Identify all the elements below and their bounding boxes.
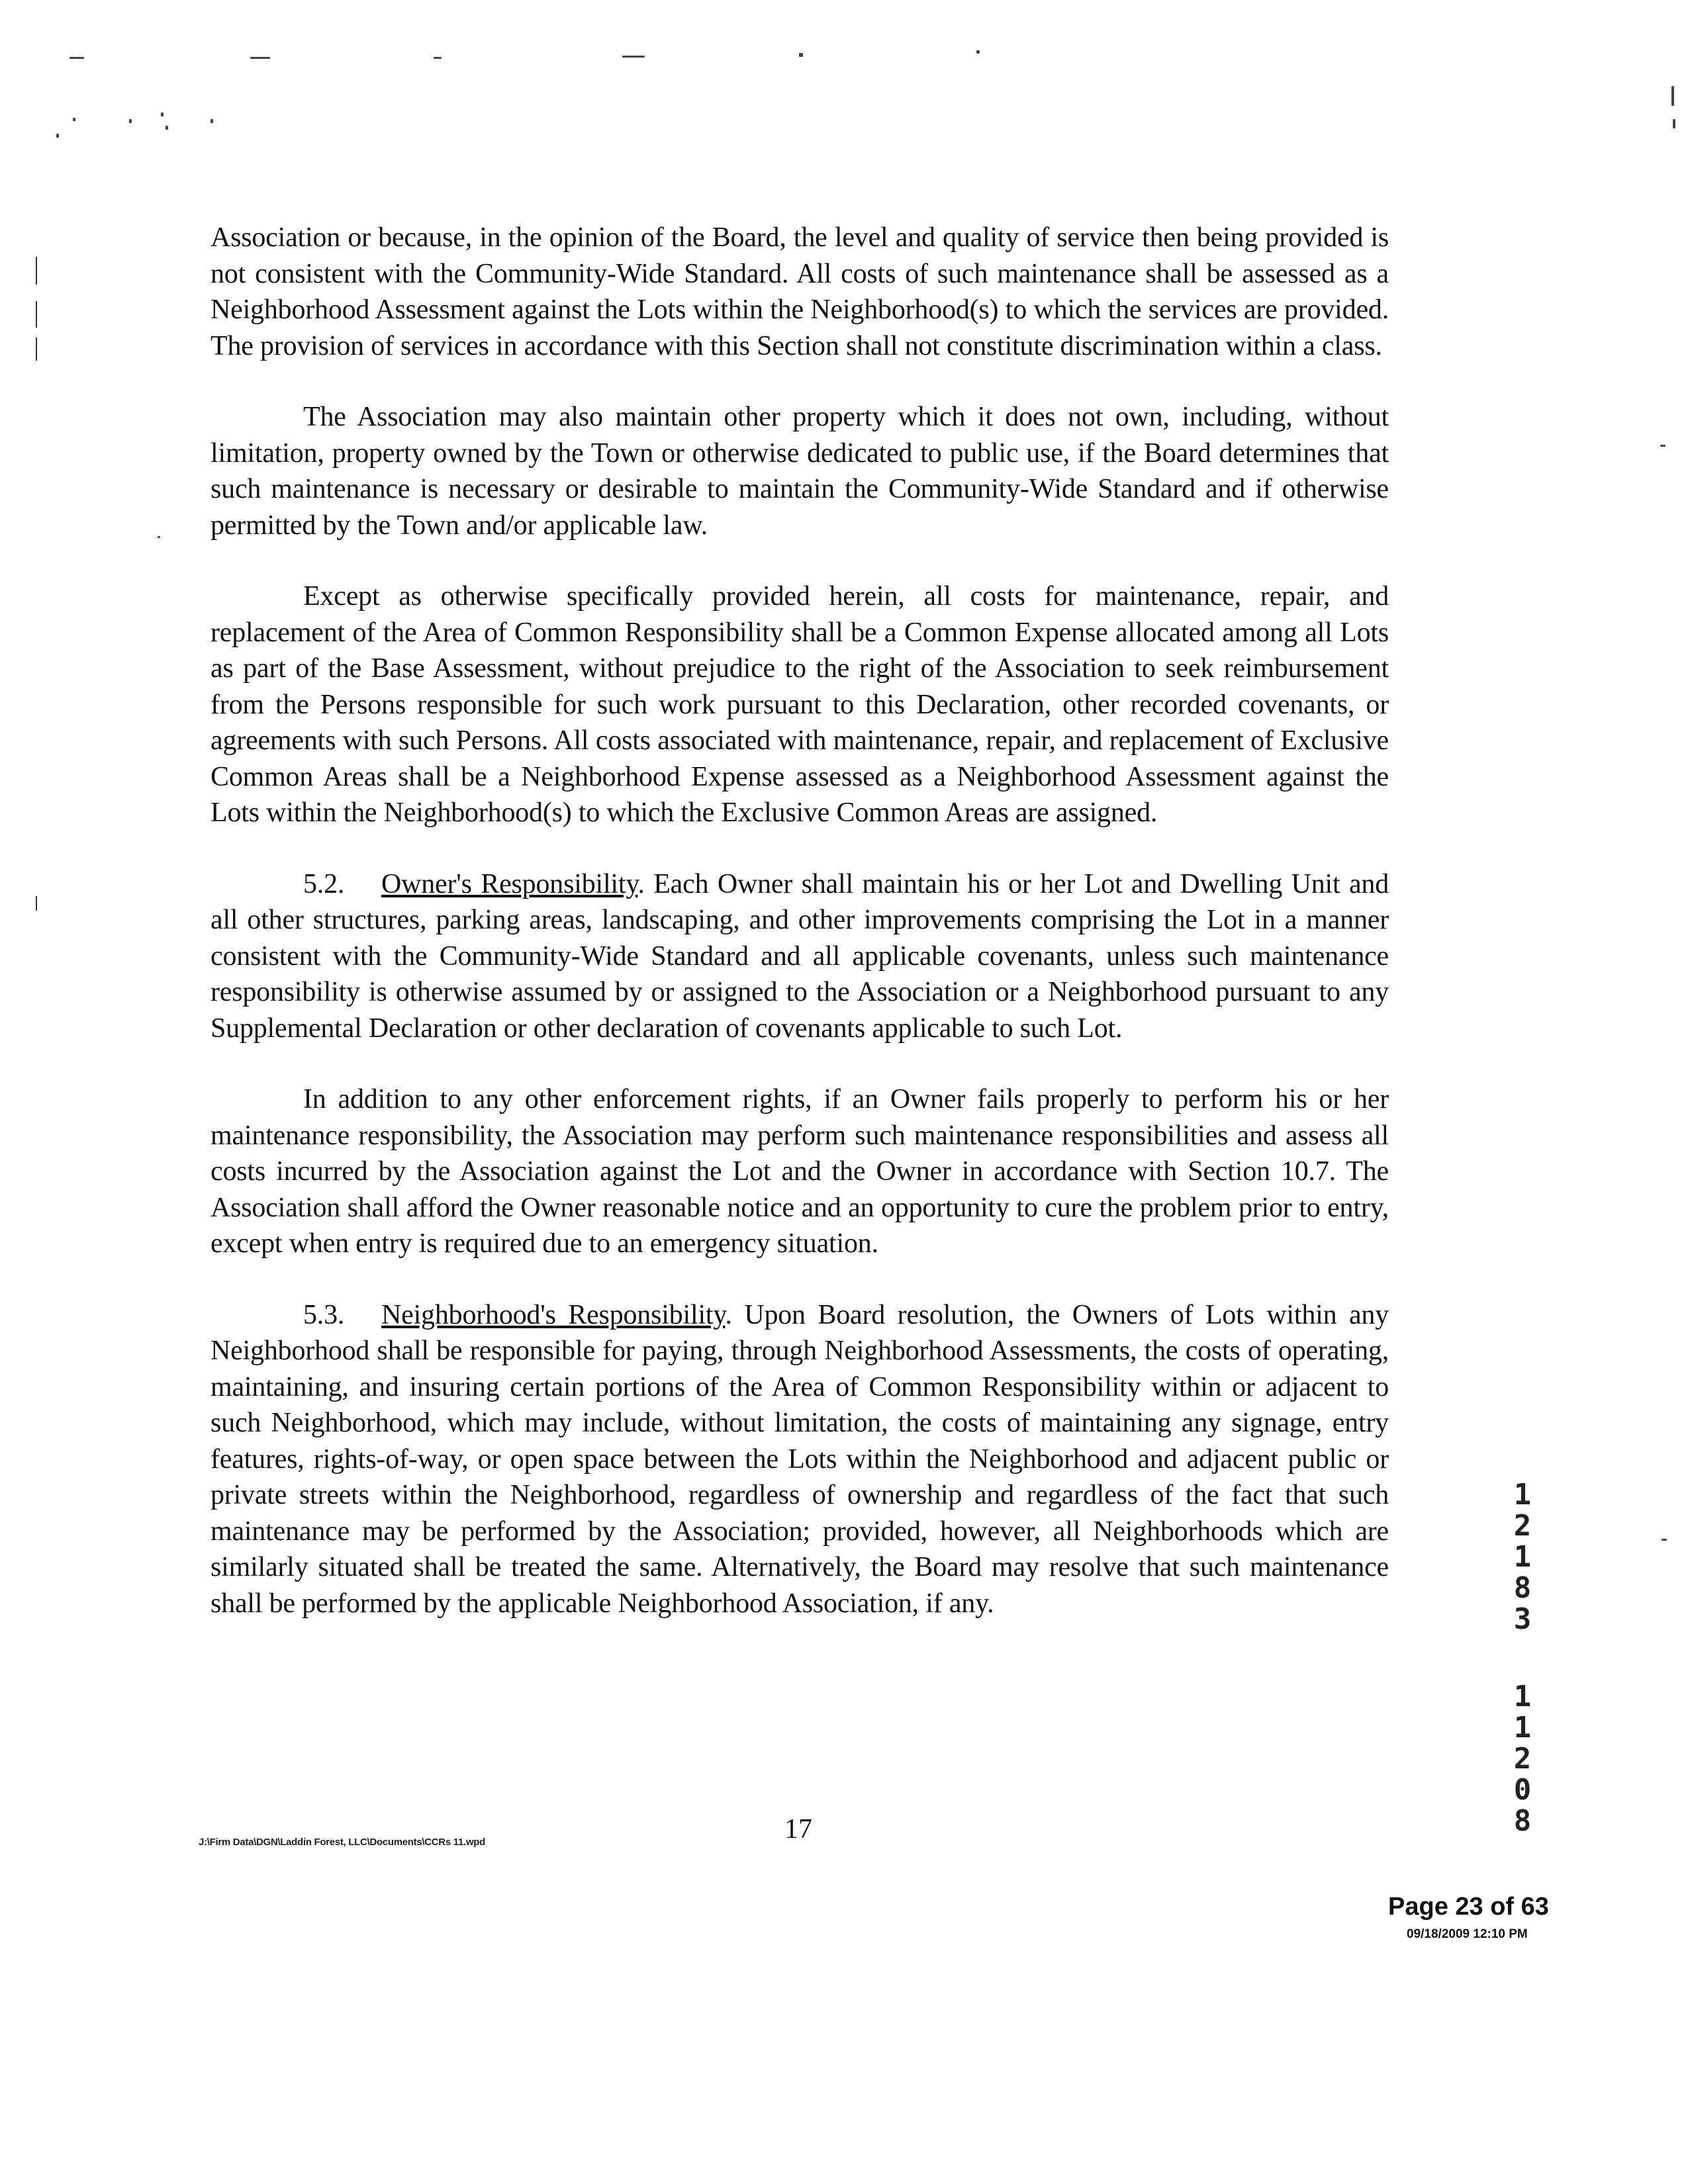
scan-speck [1673,119,1675,128]
paragraph-enforcement: In addition to any other enforcement rights, if an Owner fails properly to perform his or her maintenance responsibility, the Association may perform such maintenance responsibilities and assess all costs incurred by the Association against the Lot and the Owner in accordance with Section 10.7. The Association shall afford the Owner reasonable notice and an opportunity to cure the problem prior to entry, except when entry is required due to an emergency situation. [211,1084,1389,1259]
page-number: 17 [784,1814,812,1844]
scan-speck [56,134,59,138]
section-text: . Each Owner shall maintain his or her Lot and Dwelling Unit and all other structures, parking areas, landscaping, and other improvements comprising the Lot in a manner consistent with the Community-Wide Standard and all applicable covenants, unless such maintenance responsibility is otherwise assumed by or assigned to the Association or a Neighborhood pursuant to any Supplemental Declaration or other declaration of covenants applicable to such Lot. [211,868,1389,1044]
page-timestamp: 09/18/2009 12:10 PM [1407,1927,1528,1941]
section-5-3 [211,1297,1389,1622]
page-counter: Page 23 of 63 [1388,1893,1549,1921]
stamp-digit: 8 [1513,1804,1532,1838]
scan-speck [161,113,164,116]
stamp-digit: 1 [1513,1711,1532,1745]
paragraph-maintain-other-property: The Association may also maintain other property which it does not own, including, without limitation, property owned by the Town or otherwise dedicated to public use, if the Board determines that such maintenance is necessary or desirable to maintain the Community-Wide Standard and if otherwise permitted by the Town and/or applicable law. [211,402,1389,541]
scan-speck [129,119,132,123]
section-5-2 [211,866,1389,1047]
stamp-digit: 1 [1513,1478,1532,1512]
stamp-gap [1508,1635,1537,1681]
stamp-digit: 8 [1513,1571,1532,1605]
document-body [211,220,1389,1657]
section-text: . Upon Board resolution, the Owners of Lots within any Neighborhood shall be responsible for paying, through Neighborhood Assessments, the costs of operating, maintaining, and insuring certain portions of the Area of Common Responsibility within or adjacent to such Neighborhood, which may include, without limitation, the costs of maintaining any signage, entry features, rights-of-way, or open space between the Lots within the Neighborhood and adjacent public or private streets within the Neighborhood, regardless of ownership and regardless of the fact that such maintenance may be performed by the Association; provided, however, all Neighborhoods which are similarly situated shall be treated the same. Alternatively, the Board may resolve that such maintenance shall be performed by the applicable Neighborhood Association, if any. [211,1299,1389,1619]
revision-bar [36,257,37,285]
revision-bar [36,338,37,361]
scan-speck [250,57,270,59]
section-number: 5.3. [303,1299,345,1330]
footer-file-path: J:\Firm Data\DGN\Laddin Forest, LLC\Documents\CCRs 11.wpd [199,1837,485,1848]
paragraph-continued: Association or because, in the opinion of the Board, the level and quality of service then being provided is not consistent with the Community-Wide Standard. All costs of such maintenance shall be assessed as a Neighborhood Assessment against the Lots within the Neighborhood(s) to which the services are provided. The provision of services in accordance with this Section shall not constitute discrimination within a class. [211,222,1389,361]
stamp-digit: 2 [1513,1509,1532,1543]
paragraph-common-costs: Except as otherwise specifically provided herein, all costs for maintenance, repair, and replacement of the Area of Common Responsibility shall be a Common Expense allocated among all Lots as part of the Base Assessment, without prejudice to the right of the Association to seek reimbursement from the Persons responsible for such work pursuant to this Declaration, other recorded covenants, or agreements with such Persons. All costs associated with maintenance, repair, and replacement of Exclusive Common Areas shall be a Neighborhood Expense assessed as a Neighborhood Assessment against the Lots within the Neighborhood(s) to which the Exclusive Common Areas are assigned. [211,581,1389,828]
scan-speck [799,53,803,57]
stamp-digit: 1 [1513,1540,1532,1574]
scan-speck [73,118,75,121]
stamp-digit: 2 [1513,1742,1532,1776]
section-number: 5.2. [303,868,345,899]
scan-speck [1671,86,1674,106]
scan-speck [158,536,160,538]
revision-bar [36,896,37,911]
stamp-digit: 3 [1513,1602,1532,1636]
scan-speck [1660,445,1665,447]
revision-bar [36,301,37,328]
scan-speck [434,57,442,59]
scan-speck [165,126,168,130]
scan-speck [622,56,645,58]
section-title: Neighborhood's Responsibility [381,1299,726,1330]
record-number-stamp [1508,1479,1537,1837]
scan-speck [70,57,84,59]
scan-speck [1662,1539,1667,1541]
scan-speck [211,119,213,123]
stamp-digit: 1 [1513,1680,1532,1713]
stamp-digit: 0 [1513,1773,1532,1807]
section-title: Owner's Responsibility [381,868,638,899]
scan-speck [976,50,980,54]
